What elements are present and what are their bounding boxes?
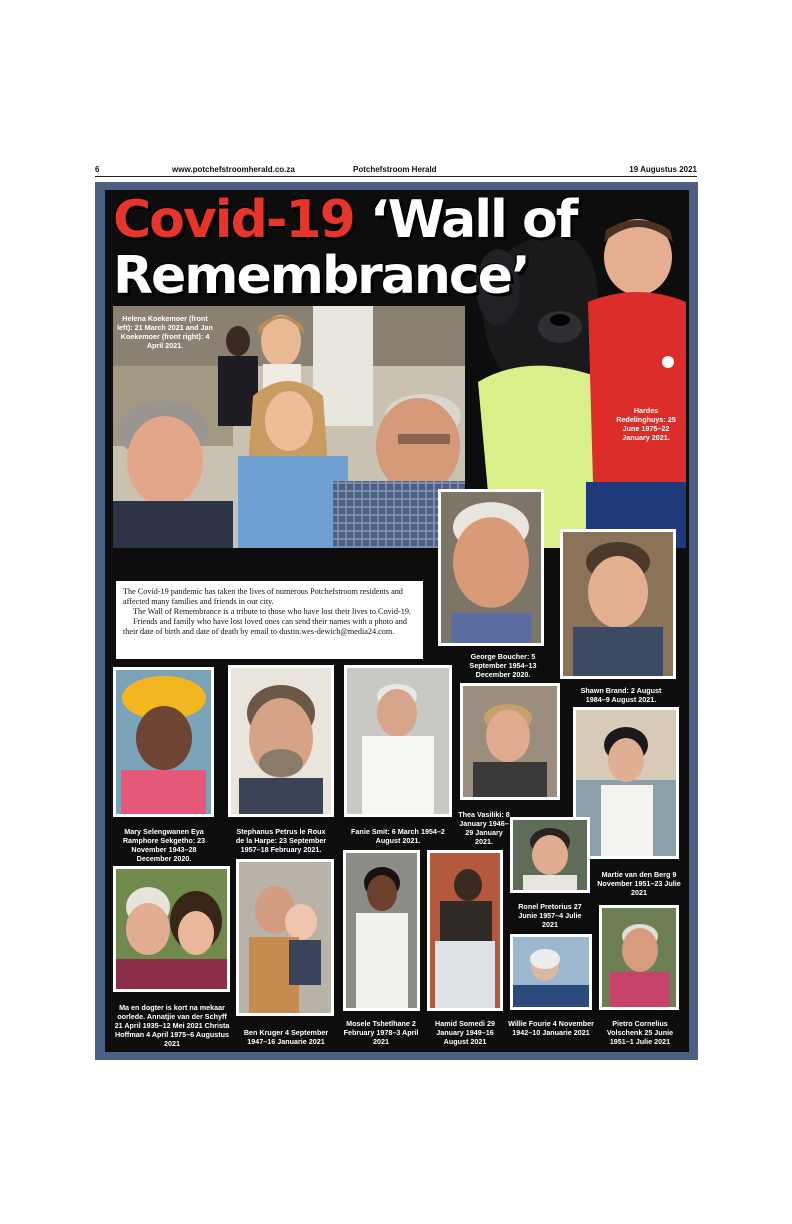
- photo-somedi: [427, 850, 503, 1011]
- intro-paragraph-1: The Covid-19 pandemic has taken the lives of numerous Potchefstroom residents and affected many families and friends in our city.: [123, 587, 403, 606]
- caption-fourie: Willie Fourie 4 November 1942–10 Januarie 2021: [508, 1019, 594, 1037]
- caption-somedi: Hamid Somedi 29 January 1949–16 August 2021: [435, 1019, 495, 1046]
- publication-name: Potchefstroom Herald: [353, 165, 437, 174]
- caption-volschenk: Pietro Cornelius Volschenk 25 Junie 1951–1 Julie 2021: [606, 1019, 674, 1046]
- photo-smit: [344, 665, 452, 817]
- caption-van-den-berg: Martie van den Berg 9 November 1951–23 Julie 2021: [597, 870, 681, 897]
- intro-paragraph-2: The Wall of Remembrance is a tribute to those who have lost their lives to Covid-19.: [133, 607, 411, 616]
- caption-vasiliki: Thea Vasiliki: 8 January 1946–29 January 2021.: [458, 810, 510, 846]
- issue-date: 19 Augustus 2021: [629, 165, 697, 174]
- page-number: 6: [95, 165, 100, 174]
- caption-boucher: George Boucher: 5 September 1954–13 December 2020.: [469, 652, 537, 679]
- title-covid: Covid-19: [113, 190, 354, 250]
- photo-vasiliki: [460, 683, 560, 800]
- header-divider: [95, 176, 697, 177]
- caption-pretorius: Ronel Pretorius 27 Junie 1957–4 Julie 2021: [518, 902, 582, 929]
- photo-boucher: [438, 489, 544, 646]
- page-title: [113, 192, 576, 304]
- title-remembrance: Remembrance’: [113, 246, 529, 306]
- photo-le-roux: [228, 665, 334, 817]
- caption-ma-en-dogter: Ma en dogter is kort na mekaar oorlede. Annatjie van der Schyff 21 April 1935–12 Mei 2021 Christa Hoffman 4 April 1975–6 Augustus 2021: [114, 1003, 230, 1048]
- caption-tshetlhane: Mosele Tshetlhane 2 February 1978–3 April 2021: [343, 1019, 419, 1046]
- title-wall-of: ‘Wall of: [353, 190, 577, 250]
- caption-brand: Shawn Brand: 2 August 1984–9 August 2021.: [580, 686, 662, 704]
- intro-paragraph-3: Friends and family who have lost loved ones can send their names with a photo and their date of birth and date of death by email to dustin.wes-dewich@media24.com.: [123, 617, 407, 636]
- photo-volschenk: [599, 905, 679, 1010]
- caption-redelinghuys: Hardes Redelinghuys: 25 June 1975–22 January 2021.: [616, 406, 676, 442]
- intro-text-box: [116, 581, 423, 659]
- photo-sekgetho: [113, 667, 214, 817]
- photo-brand: [560, 529, 676, 679]
- website: www.potchefstroomherald.co.za: [172, 165, 295, 174]
- photo-tshetlhane: [343, 850, 420, 1011]
- photo-fourie: [510, 934, 592, 1010]
- caption-le-roux: Stephanus Petrus le Roux de la Harpe: 23 September 1957–18 February 2021.: [235, 827, 327, 854]
- caption-koekemoer: Helena Koekemoer (front left): 21 March 2021 and Jan Koekemoer (front right): 4 April 2021.: [117, 314, 213, 350]
- photo-kruger: [236, 859, 334, 1016]
- photo-ma-en-dogter: [113, 866, 230, 992]
- caption-sekgetho: Mary Selengwanen Eya Ramphore Sekgetho: 23 November 1943–28 December 2020.: [122, 827, 206, 863]
- caption-smit: Fanie Smit: 6 March 1954–2 August 2021.: [351, 827, 445, 845]
- caption-kruger: Ben Kruger 4 September 1947–16 Januarie 2021: [243, 1028, 329, 1046]
- photo-pretorius: [510, 817, 590, 893]
